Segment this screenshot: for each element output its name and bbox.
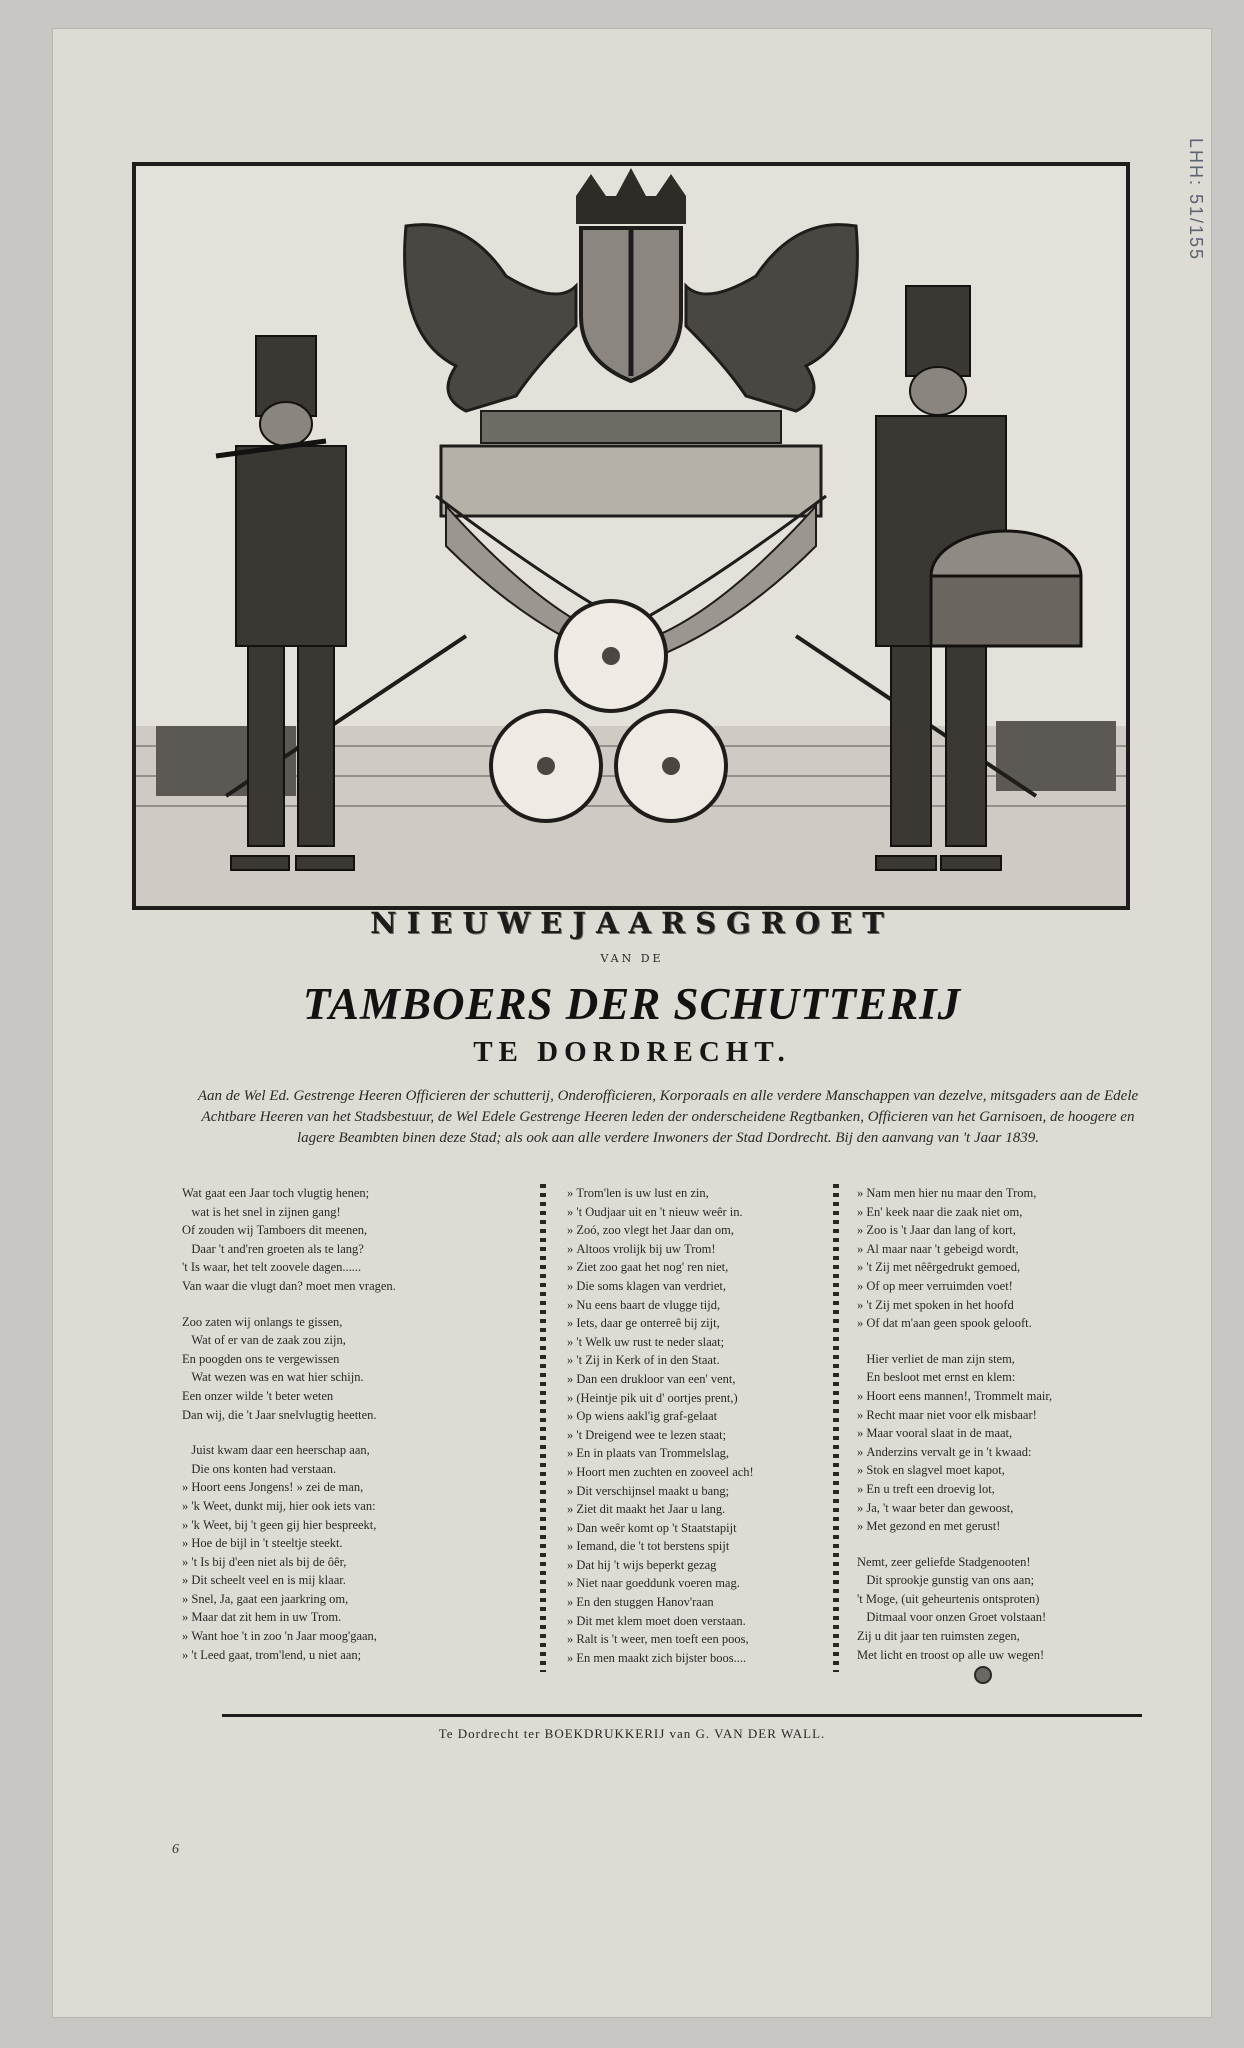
stanza-gap [857,1333,1137,1350]
poem-line: » Dit met klem moet doen verstaan. [567,1613,746,1628]
poem-line: Dan wij, die 't Jaar snelvlugtig heetten. [182,1407,377,1422]
stanza-gap [857,1536,1137,1553]
poem-line: » Stok en slagvel moet kapot, [857,1463,1005,1478]
sheet-number: 6 [172,1842,179,1857]
poem-line: » 't Oudjaar uit en 't nieuw weêr in. [567,1204,743,1219]
poem-line: » Recht maar niet voor elk misbaar! [857,1407,1037,1422]
poem-line: » Dat hij 't wijs beperkt gezag [567,1557,717,1572]
headline: NIEUWEJAARSGROET [370,906,894,940]
poem-line: Juist kwam daar een heerschap aan, [182,1443,370,1458]
poem-line: » Hoort eens Jongens! » zei de man, [182,1480,364,1495]
poem-line: » 't Welk uw rust te neder slaat; [567,1334,725,1349]
poem-line: » Want hoe 't in zoo 'n Jaar moog'gaan, [182,1629,377,1644]
poem-column-3 [857,1184,1137,1664]
poem-line: 't Moge, (uit geheurtenis ontsproten) [857,1591,1040,1606]
poem-line: » 'k Weet, dunkt mij, hier ook iets van: [182,1498,376,1513]
poem-line: » Anderzins vervalt ge in 't kwaad: [857,1444,1032,1459]
poem-line: Daar 't and'ren groeten als te lang? [182,1241,364,1256]
poem-line: 't Is waar, het telt zoovele dagen...... [182,1260,362,1275]
poem-line: » Maar dat zit hem in uw Trom. [182,1610,342,1625]
poem-line: » Nu eens baart de vlugge tijd, [567,1297,721,1312]
poem-line: Dit sprookje gunstig van ons aan; [857,1573,1035,1588]
poem-line: » Ja, 't waar beter dan gewoost, [857,1500,1014,1515]
poem-line: » Niet naar goeddunk voeren mag. [567,1576,740,1591]
poem-line: wat is het snel in zijnen gang! [182,1204,341,1219]
poem-line: » (Heintje pik uit d' oortjes prent,) [567,1390,738,1405]
poem-line: » Zoo is 't Jaar dan lang of kort, [857,1223,1016,1238]
poem-line: » 't Is bij d'een niet als bij de ôêr, [182,1554,347,1569]
poem-line: » Ziet zoo gaat het nog' ren niet, [567,1260,729,1275]
poem-line: Van waar die vlugt dan? moet men vragen. [182,1278,396,1293]
poem-line: » Die soms klagen van verdriet, [567,1278,726,1293]
poem-line: Ditmaal voor onzen Groet volstaan! [857,1610,1047,1625]
stanza-gap [182,1296,517,1313]
stanza-gap [182,1424,517,1441]
poem-line: Met licht en troost op alle uw wegen! [857,1647,1045,1662]
poem-line: » 't Leed gaat, trom'lend, u niet aan; [182,1647,362,1662]
poem-line: » Met gezond en met gerust! [857,1519,1001,1534]
footer-rule [222,1714,1142,1717]
poem-line: » Of op meer verruimden voet! [857,1278,1013,1293]
poem-line: Zij u dit jaar ten ruimsten zegen, [857,1629,1020,1644]
poem-line: » Al maar naar 't gebeigd wordt, [857,1241,1019,1256]
poem-line: » Hoort eens mannen!, Trommelt mair, [857,1388,1053,1403]
poem-line: » En den stuggen Hanov'raan [567,1595,714,1610]
poem-line: » En' keek naar die zaak niet om, [857,1204,1023,1219]
poem-line: » Ziet dit maakt het Jaar u lang. [567,1502,726,1517]
poem-line: En besloot met ernst en klem: [857,1370,1016,1385]
poem-line: » Ralt is 't weer, men toeft een poos, [567,1632,749,1647]
poem-line: » Maar vooral slaat in de maat, [857,1426,1013,1441]
poem-line: » En men maakt zich bijster boos.... [567,1650,747,1665]
poem-line: En poogden ons te vergewissen [182,1351,340,1366]
column-divider [540,1184,546,1672]
poem-line: » Iets, daar ge onterreê bij zijt, [567,1316,720,1331]
poem-line: Wat gaat een Jaar toch vlugtig henen; [182,1186,370,1200]
poem-line: » Hoe de bijl in 't steeltje steekt. [182,1536,343,1551]
poem-columns [172,1184,1132,1694]
poem-line: » 't Zij met spoken in het hoofd [857,1297,1014,1312]
archive-mark: LHH: 51/155 [1186,138,1206,262]
poem-column-2 [567,1184,832,1667]
poem-line: » Dan een drukloor van een' vent, [567,1371,736,1386]
poem-line: » Nam men hier nu maar den Trom, [857,1186,1037,1200]
poem-line: Nemt, zeer geliefde Stadgenooten! [857,1554,1031,1569]
poem-line: » Op wiens aakl'ig graf-gelaat [567,1409,718,1424]
poem-line: » Zoó, zoo vlegt het Jaar dan om, [567,1223,734,1238]
poem-line: » Dit verschijnsel maakt u bang; [567,1483,730,1498]
poem-line: » 't Dreigend wee te lezen staat; [567,1427,727,1442]
main-title: TAMBOERS DER SCHUTTERIJ [302,979,962,1029]
poem-line: Hier verliet de man zijn stem, [857,1351,1015,1366]
poem-line: Wat wezen was en wat hier schijn. [182,1370,364,1385]
poem-line: Of zouden wij Tamboers dit meenen, [182,1223,368,1238]
poem-line: Die ons konten had verstaan. [182,1461,337,1476]
end-ornament-icon [974,1666,992,1684]
poem-line: » Iemand, die 't tot berstens spijt [567,1539,730,1554]
poem-line: Een onzer wilde 't beter weten [182,1388,334,1403]
poem-line: » 'k Weet, bij 't geen gij hier bespreekt, [182,1517,377,1532]
poem-line: Wat of er van de zaak zou zijn, [182,1333,346,1348]
subtitle: TE DORDRECHT. [473,1036,791,1068]
printer-imprint: Te Dordrecht ter BOEKDRUKKERIJ van G. VAN DER WALL. [438,1726,826,1741]
drummers-with-coat-of-arms-image [136,166,1126,906]
poem-line: » 't Zij in Kerk of in den Staat. [567,1353,720,1368]
poem-line: » Hoort men zuchten en zooveel ach! [567,1464,754,1479]
van-de-line: VAN DE [600,952,664,965]
poem-line: » 't Zij met nêêrgedrukt gemoed, [857,1260,1021,1275]
poem-line: » Trom'len is uw lust en zin, [567,1186,709,1200]
poem-line: » Of dat m'aan geen spook gelooft. [857,1316,1032,1331]
poem-line: » Snel, Ja, gaat een jaarkring om, [182,1591,349,1606]
poem-line: » En u treft een droevig lot, [857,1481,995,1496]
poem-line: » Dit scheelt veel en is mij klaar. [182,1573,346,1588]
poem-line: » Altoos vrolijk bij uw Trom! [567,1241,716,1256]
broadsheet-page [52,28,1212,2018]
column-divider [833,1184,839,1672]
woodcut-illustration [132,162,1130,910]
poem-line: » En in plaats van Trommelslag, [567,1446,730,1461]
poem-line: Zoo zaten wij onlangs te gissen, [182,1314,343,1329]
poem-column-1 [182,1184,517,1664]
dedication-paragraph: Aan de Wel Ed. Gestrenge Heeren Officieren der schutterij, Onderofficieren, Korporaals en alle verdere Manschappen van dezelve, mitsgaders aan de Edele Achtbare Heeren van het Stadsbestuur, de Wel Edele Gestrenge Heeren leden der onderscheidene Regtbanken, Officieren van het Garnisoen, de hoogere en lagere Beambten binen deze Stad; als ook aan alle verdere Inwoners der Stad Dordrecht. Bij den aanvang van 't Jaar 1839. [197,1088,1139,1146]
poem-line: » Dan weêr komt op 't Staatstapijt [567,1520,737,1535]
